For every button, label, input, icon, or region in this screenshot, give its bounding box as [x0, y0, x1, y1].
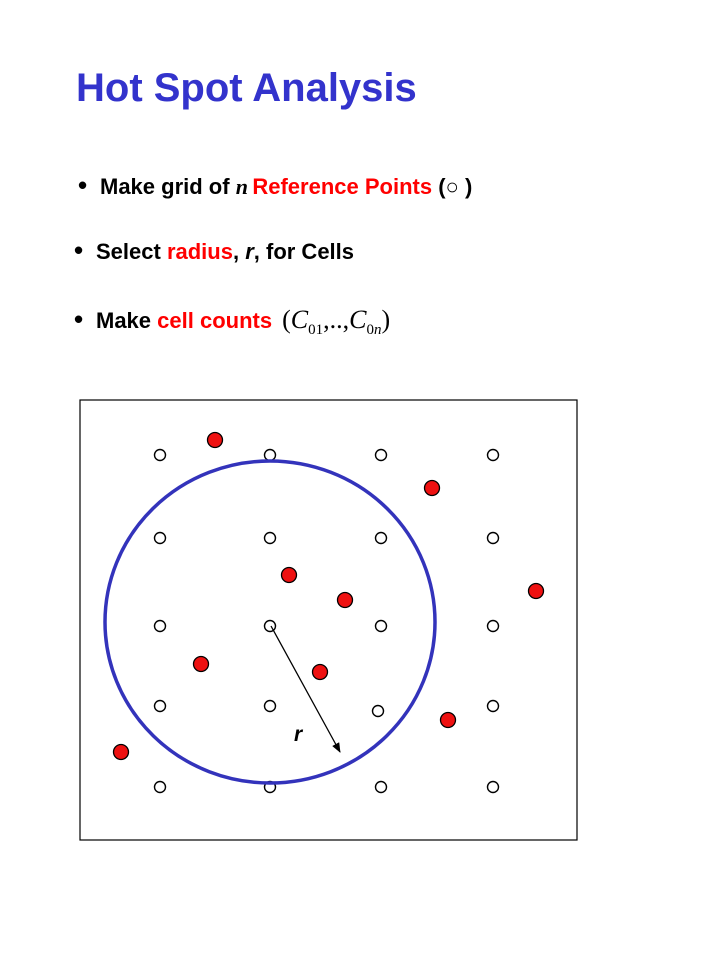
reference-point — [488, 450, 499, 461]
cell-counts-formula: $(C_{01},..,C_{0n})$ — [282, 305, 391, 339]
reference-point — [155, 701, 166, 712]
reference-point — [155, 621, 166, 632]
event-point — [114, 745, 129, 760]
bullet-text: , for Cells — [253, 239, 355, 264]
event-point — [441, 713, 456, 728]
bullet-text: ( — [432, 174, 446, 199]
radius-label: r — [294, 723, 303, 746]
event-point — [529, 584, 544, 599]
reference-point — [265, 450, 276, 461]
reference-point — [488, 533, 499, 544]
bullet-text: Make grid of — [100, 174, 236, 199]
reference-point — [488, 701, 499, 712]
event-point — [313, 665, 328, 680]
reference-point-symbol: ○ — [445, 174, 459, 199]
reference-point — [376, 533, 387, 544]
reference-point — [265, 621, 276, 632]
reference-points-term: Reference Points — [252, 174, 433, 199]
reference-point — [376, 782, 387, 793]
reference-point — [265, 701, 276, 712]
page-title: Hot Spot Analysis — [76, 66, 417, 110]
event-point — [338, 593, 353, 608]
reference-point — [155, 450, 166, 461]
reference-point — [155, 782, 166, 793]
reference-point — [488, 621, 499, 632]
event-point — [208, 433, 223, 448]
radius-arrow — [271, 626, 340, 752]
bullet-text: ) — [458, 174, 473, 199]
reference-point — [488, 782, 499, 793]
event-point — [282, 568, 297, 583]
bullet-icon: • — [78, 170, 88, 200]
bullet-text: Select — [96, 239, 167, 264]
reference-point — [373, 706, 384, 717]
reference-points — [155, 450, 499, 793]
event-points — [114, 433, 544, 760]
event-point — [425, 481, 440, 496]
reference-point — [155, 533, 166, 544]
bullet-icon: • — [74, 304, 84, 334]
reference-point — [376, 450, 387, 461]
cell-counts-term: cell counts — [157, 308, 273, 333]
bullet-text: , — [232, 239, 246, 264]
variable-r: r — [245, 239, 254, 264]
bullet-text: Make — [96, 308, 158, 333]
bullet-icon: • — [74, 235, 84, 265]
reference-point — [265, 533, 276, 544]
reference-point — [376, 621, 387, 632]
event-point — [194, 657, 209, 672]
variable-n: n — [235, 174, 248, 199]
radius-term: radius — [166, 239, 233, 264]
